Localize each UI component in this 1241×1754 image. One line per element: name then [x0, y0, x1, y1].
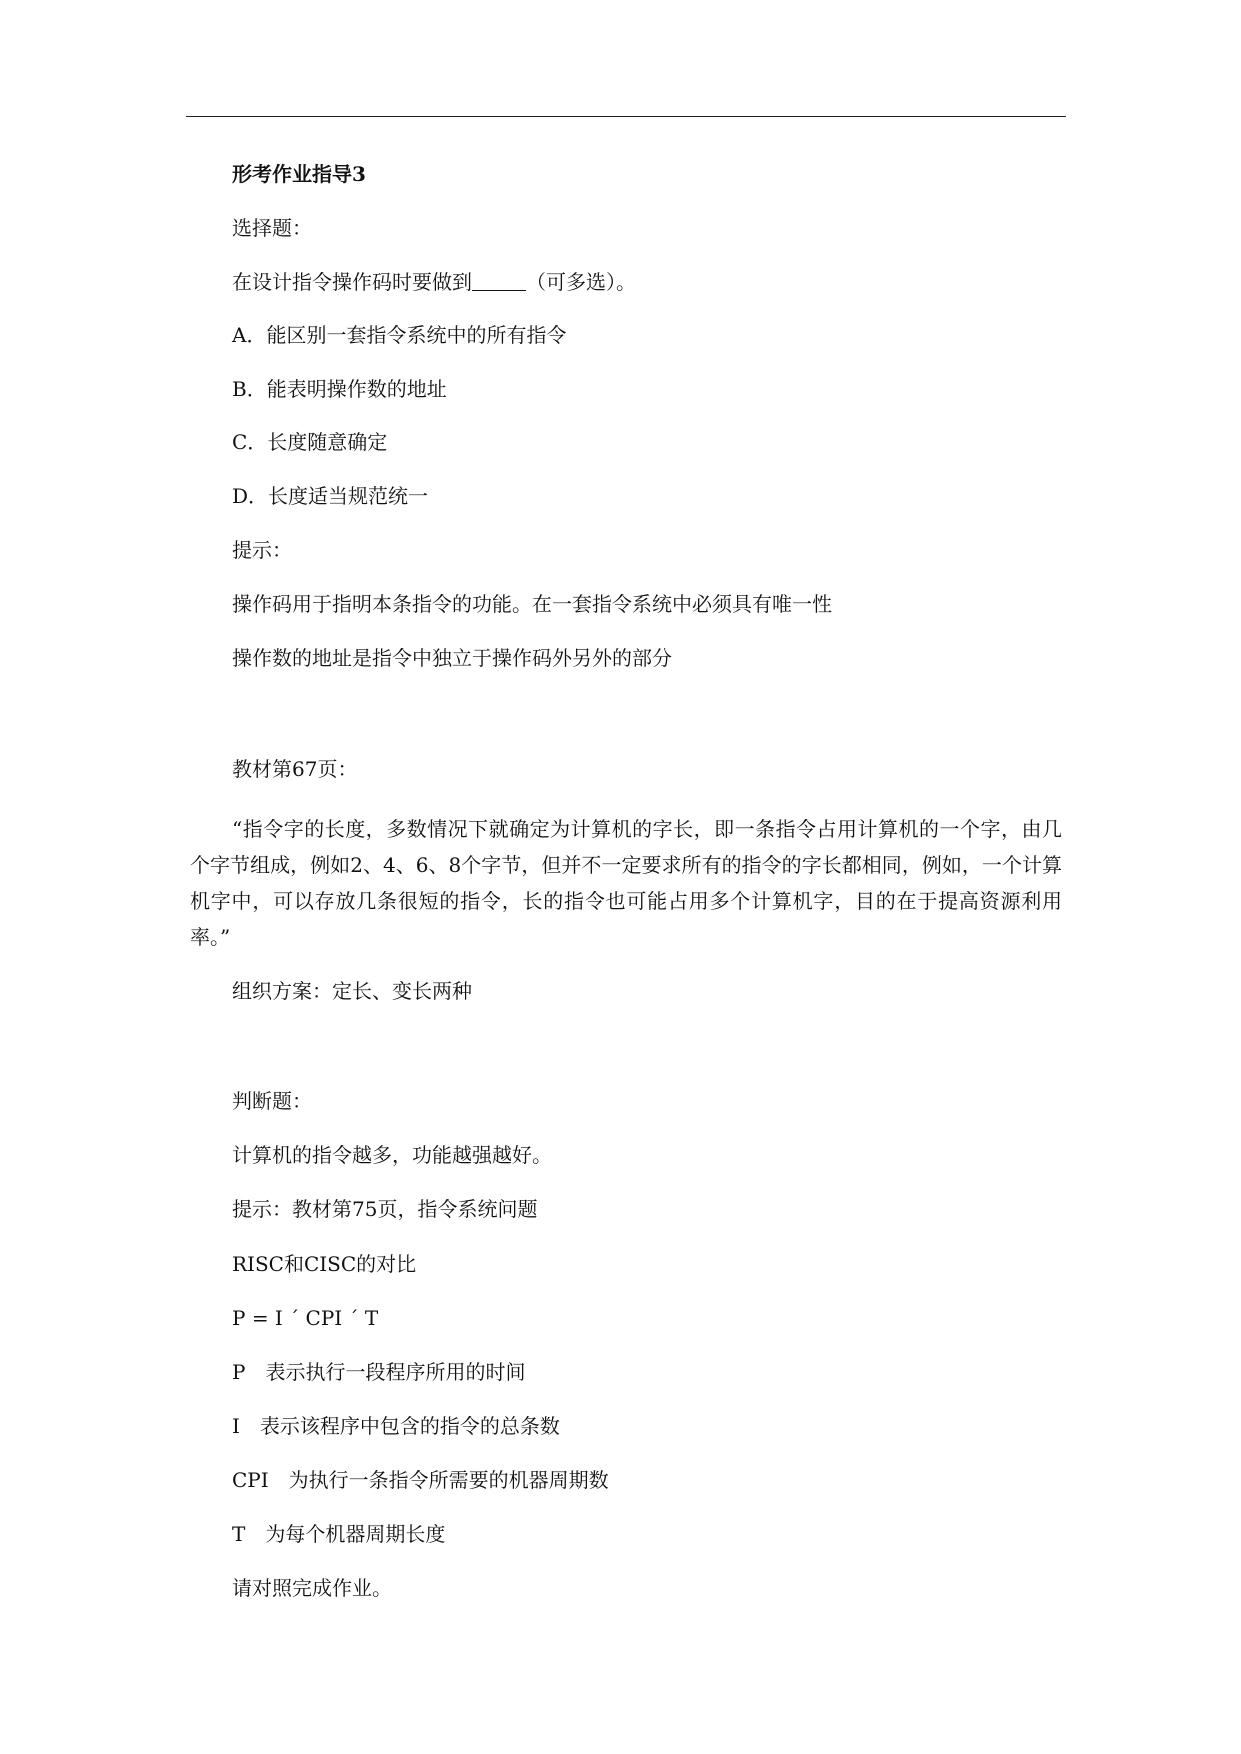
option-a: A．能区别一套指令系统中的所有指令 [232, 323, 567, 347]
def-cpi: CPI 为执行一条指令所需要的机器周期数 [232, 1468, 609, 1492]
question-1 [232, 270, 636, 294]
hint-label: 提示： [232, 538, 292, 562]
option-b: B．能表明操作数的地址 [232, 377, 447, 401]
risc-cisc-compare: RISC和CISC的对比 [232, 1252, 417, 1276]
org-scheme: 组织方案：定长、变长两种 [232, 979, 472, 1003]
question-1-suffix: （可多选）。 [526, 270, 636, 294]
answer-blank [472, 272, 526, 291]
def-p: P 表示执行一段程序所用的时间 [232, 1360, 526, 1384]
option-d: D．长度适当规范统一 [232, 484, 429, 508]
option-c: C．长度随意确定 [232, 430, 388, 454]
hint-line-1: 操作码用于指明本条指令的功能。在一套指令系统中必须具有唯一性 [232, 592, 832, 616]
textbook-quote: “指令字的长度，多数情况下就确定为计算机的字长，即一条指令占用计算机的一个字，由几个字节组成，例如2、4、6、8个字节，但并不一定要求所有的指令的字长都相同，例如，一个计算机字中，可以存放几条很短的指令，长的指令也可能占用多个计算机字，目的在于提高资源利用率。” [190, 817, 1062, 949]
def-i: I 表示该程序中包含的指令的总条数 [232, 1414, 560, 1438]
question-1-text: 在设计指令操作码时要做到 [232, 270, 472, 294]
judge-question: 计算机的指令越多，功能越强越好。 [232, 1143, 552, 1167]
judge-hint: 提示：教材第75页，指令系统问题 [232, 1197, 538, 1221]
hint-line-2: 操作数的地址是指令中独立于操作码外另外的部分 [232, 646, 672, 670]
closing-note: 请对照完成作业。 [232, 1576, 392, 1600]
doc-title: 形考作业指导3 [232, 162, 366, 186]
header-rule [186, 116, 1066, 117]
choice-heading: 选择题： [232, 216, 312, 240]
judge-heading: 判断题： [232, 1089, 312, 1113]
def-t: T 为每个机器周期长度 [232, 1522, 446, 1546]
performance-formula: P = I ´ CPI ´ T [232, 1306, 379, 1330]
textbook-ref: 教材第67页： [232, 757, 358, 781]
